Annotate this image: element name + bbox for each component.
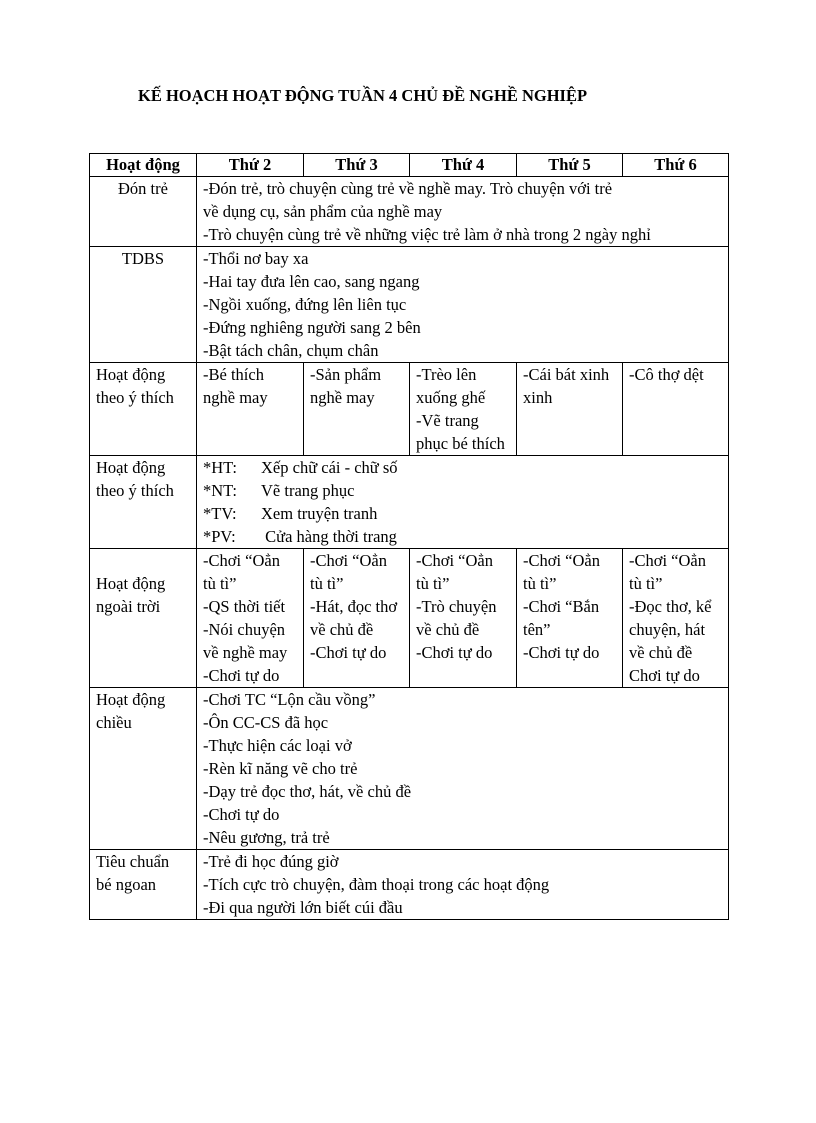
label-line: Hoạt động (96, 458, 166, 477)
cell-line: -Chơi tự do (523, 643, 600, 662)
label-line: theo ý thích (96, 481, 174, 500)
cell-line: tù tì” (310, 574, 344, 593)
cell-line: về chủ đề (416, 620, 480, 639)
corner-text: Cửa hàng thời trang (261, 527, 397, 546)
y-thich-thu-6 (623, 363, 729, 456)
row-label-y-thich-1 (90, 363, 197, 456)
row-tdbs (90, 247, 729, 363)
ngoai-troi-thu-6 (623, 549, 729, 688)
cell-line: nghề may (203, 388, 268, 407)
header-thu-3: Thứ 3 (304, 154, 410, 177)
header-thu-2: Thứ 2 (197, 154, 304, 177)
y-thich-thu-3 (304, 363, 410, 456)
ngoai-troi-thu-3 (304, 549, 410, 688)
chieu-line: -Rèn kĩ năng vẽ cho trẻ (203, 759, 358, 778)
corner-code: *HT: (203, 458, 238, 477)
row-tieu-chuan (90, 850, 729, 920)
chieu-line: -Nêu gương, trả trẻ (203, 828, 330, 847)
tieu-chuan-line: -Trẻ đi học đúng giờ (203, 852, 339, 871)
chieu-line: -Chơi TC “Lộn cầu vồng” (203, 690, 376, 709)
tdbs-line: -Thổi nơ bay xa (203, 249, 309, 268)
label-line: Hoạt động (96, 365, 166, 384)
cell-line: tù tì” (523, 574, 557, 593)
cell-line: tù tì” (629, 574, 663, 593)
tieu-chuan-line: -Tích cực trò chuyện, đàm thoại trong các hoạt động (203, 875, 550, 894)
corner-text: Xem truyện tranh (261, 504, 378, 523)
cell-line: -Vẽ trang (416, 411, 479, 430)
row-label-tdbs: TDBS (90, 247, 197, 363)
tdbs-line: -Hai tay đưa lên cao, sang ngang (203, 272, 420, 291)
cell-line: -Nói chuyện (203, 620, 286, 639)
cell-line: -Chơi “Bắn (523, 597, 600, 616)
header-thu-5: Thứ 5 (517, 154, 623, 177)
cell-line: về chủ đề (629, 643, 693, 662)
cell-line: xuống ghế (416, 388, 486, 407)
corner-code: *PV: (203, 527, 236, 546)
tieu-chuan-content (197, 850, 729, 920)
corner-item (203, 502, 728, 525)
cell-line: về nghề may (203, 643, 288, 662)
cell-line: -QS thời tiết (203, 597, 286, 616)
corner-text: Xếp chữ cái - chữ số (261, 458, 398, 477)
tieu-chuan-line: -Đi qua người lớn biết cúi đầu (203, 898, 403, 917)
y-thich-thu-2 (197, 363, 304, 456)
cell-line: xinh (523, 388, 553, 407)
cell-line: chuyện, hát (629, 620, 706, 639)
cell-line: về chủ đề (310, 620, 374, 639)
cell-line: -Chơi “Oẳn (629, 551, 706, 570)
label-line: Tiêu chuẩn (96, 852, 170, 871)
tdbs-line: -Đứng nghiêng người sang 2 bên (203, 318, 421, 337)
cell-line: -Chơi “Oẳn (310, 551, 387, 570)
page-title: KẾ HOẠCH HOẠT ĐỘNG TUẦN 4 CHỦ ĐỀ NGHỀ NGHIỆP (138, 86, 588, 105)
cell-line: -Chơi “Oẳn (203, 551, 280, 570)
row-label-ngoai-troi (90, 549, 197, 688)
cell-line: Chơi tự do (629, 666, 700, 685)
header-row (90, 154, 729, 177)
cell-line: -Hát, đọc thơ (310, 597, 398, 616)
cell-line: tù tì” (203, 574, 237, 593)
cell-line: -Trò chuyện (416, 597, 497, 616)
row-label-y-thich-2 (90, 456, 197, 549)
cell-line: -Chơi “Oẳn (523, 551, 600, 570)
cell-line: -Đọc thơ, kể (629, 597, 712, 616)
corner-item (203, 525, 728, 548)
label-line: bé ngoan (96, 875, 157, 894)
label-line: Hoạt động (96, 690, 166, 709)
corner-code: *NT: (203, 481, 238, 500)
cell-line: -Cô thợ dệt (629, 365, 704, 384)
chieu-line: -Ôn CC-CS đã học (203, 713, 329, 732)
row-hoat-dong-y-thich-1 (90, 363, 729, 456)
cell-line: -Trèo lên (416, 365, 477, 384)
cell-line: -Chơi tự do (310, 643, 387, 662)
row-don-tre (90, 177, 729, 247)
corner-item (203, 456, 728, 479)
weekly-plan-table (89, 153, 729, 920)
y-thich-thu-4 (410, 363, 517, 456)
chieu-content (197, 688, 729, 850)
header-activity: Hoạt động (90, 154, 197, 177)
row-label-tieu-chuan (90, 850, 197, 920)
tdbs-content (197, 247, 729, 363)
chieu-line: -Dạy trẻ đọc thơ, hát, về chủ đề (203, 782, 412, 801)
label-line: ngoài trời (96, 597, 161, 616)
y-thich-2-content (197, 456, 729, 549)
header-thu-4: Thứ 4 (410, 154, 517, 177)
label-line: chiều (96, 713, 132, 732)
cell-line: -Bé thích (203, 365, 264, 384)
don-tre-line: -Đón trẻ, trò chuyện cùng trẻ về nghề may. Trò chuyện với trẻ (203, 179, 613, 198)
tdbs-line: -Ngồi xuống, đứng lên liên tục (203, 295, 407, 314)
cell-line: tù tì” (416, 574, 450, 593)
corner-item (203, 479, 728, 502)
label-line: Hoạt động (96, 574, 166, 593)
ngoai-troi-thu-2 (197, 549, 304, 688)
label-line: theo ý thích (96, 388, 174, 407)
cell-line: -Sản phẩm (310, 365, 382, 384)
y-thich-thu-5 (517, 363, 623, 456)
cell-line: nghề may (310, 388, 375, 407)
tdbs-line: -Bật tách chân, chụm chân (203, 341, 379, 360)
row-chieu (90, 688, 729, 850)
cell-line: -Cái bát xinh (523, 365, 610, 384)
corner-text: Vẽ trang phục (261, 481, 355, 500)
row-ngoai-troi (90, 549, 729, 688)
chieu-line: -Thực hiện các loại vở (203, 736, 352, 755)
chieu-line: -Chơi tự do (203, 805, 280, 824)
corner-code: *TV: (203, 504, 237, 523)
header-thu-6: Thứ 6 (623, 154, 729, 177)
cell-line: -Chơi tự do (416, 643, 493, 662)
row-label-chieu (90, 688, 197, 850)
cell-line: phục bé thích (416, 434, 505, 453)
don-tre-line: -Trò chuyện cùng trẻ về những việc trẻ làm ở nhà trong 2 ngày nghỉ (203, 225, 651, 244)
row-label-don-tre: Đón trẻ (90, 177, 197, 247)
cell-line: -Chơi tự do (203, 666, 280, 685)
row-hoat-dong-y-thich-2 (90, 456, 729, 549)
don-tre-line: về dụng cụ, sản phẩm của nghề may (203, 202, 443, 221)
cell-line: tên” (523, 620, 551, 639)
ngoai-troi-thu-5 (517, 549, 623, 688)
cell-line: -Chơi “Oẳn (416, 551, 493, 570)
ngoai-troi-thu-4 (410, 549, 517, 688)
don-tre-content (197, 177, 729, 247)
